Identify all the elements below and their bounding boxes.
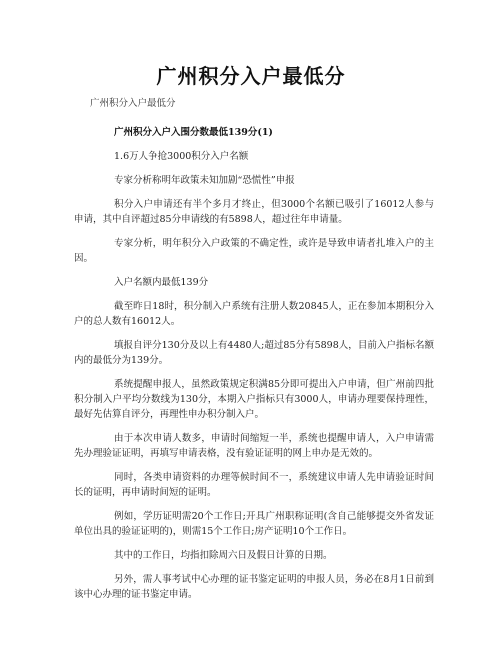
paragraph: 积分入户申请还有半个多月才终止，但3000个名额已吸引了16012人参与申请，其中自评超过85分申请线的有5898人，超过往年申请量。: [74, 199, 434, 225]
paragraph: 专家分析称明年政策未知加剧“恐慌性”申报: [114, 175, 295, 186]
paragraph: 专家分析，明年积分入户政策的不确定性，或许是导致申请者扎堆入户的主因。: [74, 238, 434, 264]
page-title: 广州积分入户最低分: [156, 64, 346, 88]
paragraph: 由于本次申请人数多，申请时间缩短一半，系统也提醒申请人，入户申请需先办理验证证明，再填写申请表格，没有验证证明的网上申办是无效的。: [74, 433, 434, 459]
section-heading: 广州积分入户入围分数最低139分(1): [114, 127, 273, 138]
paragraph: 系统提醒申报人，虽然政策规定积满85分即可提出入户申请，但广州前四批积分制入户平均分数线为130分，本期入户指标只有3000人，申请办理要保持理性，最好先估算自评分，再理性申办积分制入户。: [74, 379, 434, 420]
paragraph: 同时，各类申请资料的办理等候时间不一，系统建议申请人先申请验证时间长的证明，再申请时间短的证明。: [74, 472, 434, 498]
document-body: [74, 96, 434, 611]
paragraph: 例如，学历证明需20个工作日;开具广州职称证明(含自己能够提交外省发证单位出具的验证证明的)，则需15个工作日;房产证明10个工作日。: [74, 511, 434, 537]
paragraph: 填报自评分130分及以上有4480人;超过85分有5898人，目前入户指标名额内的最低分为139分。: [74, 340, 434, 366]
paragraph: 其中的工作日，均指扣除周六日及假日计算的日期。: [114, 550, 333, 561]
paragraph: 1.6万人争抢3000积分入户名额: [114, 151, 249, 162]
document-subtitle: 广州积分入户最低分: [90, 98, 176, 109]
paragraph: 截至昨日18时，积分制入户系统有注册人数20845人，正在参加本期积分入户的总人数有16012人。: [74, 301, 434, 327]
paragraph: 入户名额内最低139分: [114, 277, 209, 288]
paragraph: 另外，需人事考试中心办理的证书鉴定证明的申报人员，务必在8月1日前到该中心办理的证书鉴定申请。: [74, 574, 434, 600]
